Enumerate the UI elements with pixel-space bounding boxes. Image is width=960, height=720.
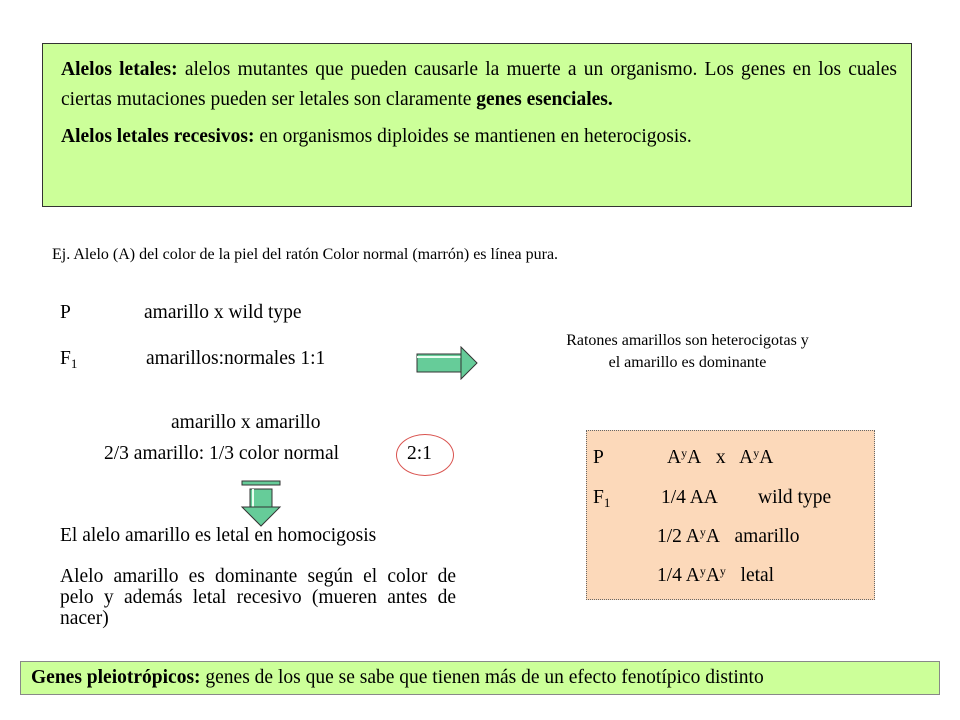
allele-a: A [705,565,720,586]
allele-y-sup: y [699,525,706,539]
f-subscript: 1 [70,356,78,371]
heterozygous-note [510,330,865,374]
allele-a: A [739,447,754,468]
allele-y-sup: y [719,564,726,578]
punnett-row2-phenotype: amarillo [734,526,800,547]
cross1-p-label: P [60,302,71,323]
example-text: Ej. Alelo (A) del color de la piel del ratón Color normal (marrón) es línea pura. [52,246,559,263]
allele-y-sup: y [681,446,688,460]
f-letter: F [60,348,71,369]
cross2-result: 2/3 amarillo: 1/3 color normal [104,443,340,464]
lethal-alleles-text: alelos mutantes que pueden causarle la muerte a un organismo. Los genes en los cuales ciertas mutaciones pueden ser letales son claramente [61,59,898,110]
ratio-highlight-circle [396,434,454,476]
cross2-ratio: 2:1 [407,443,432,464]
punnett-row2 [657,526,800,548]
note-line-2: el amarillo es dominante [608,354,767,371]
allele-a: A [687,447,702,468]
cross1-f1-label [60,348,77,370]
note-line-1: Ratones amarillos son heterocigotas y [566,332,809,349]
lethal-alleles-definition [61,55,897,115]
punnett-p-cross [667,447,773,469]
recessive-lethal-term: Alelos letales recesivos: [61,126,255,147]
cross1-f1-text: amarillos:normales 1:1 [146,348,326,369]
genotype-cross-box [586,430,875,600]
cross1-p-text: amarillo x wild type [144,302,302,323]
punnett-row1-phenotype: wild type [758,487,832,508]
punnett-row3-phenotype: letal [740,565,775,586]
allele-a: A [667,447,682,468]
pleiotropic-term: Genes pleiotrópicos: [31,667,201,688]
punnett-p-label: P [593,447,604,468]
punnett-row3-fraction: 1/4 A [657,565,700,586]
pleiotropic-text: genes de los que se sabe que tienen más de un efecto fenotípico distinto [200,667,764,688]
lethal-alleles-term: Alelos letales: [61,59,178,80]
f-letter: F [593,487,604,508]
pleiotropic-genes-box [20,661,940,695]
down-arrow-icon [240,480,282,528]
definitions-box [42,43,912,207]
allele-a: A [759,447,774,468]
conclusion-line-2: Alelo amarillo es dominante según el color de pelo y además letal recesivo (mueren antes de nacer) [60,566,456,629]
punnett-f1-label [593,487,610,509]
punnett-row3 [657,565,774,587]
punnett-row2-fraction: 1/2 A [657,526,700,547]
essential-genes-term: genes esenciales. [476,89,613,110]
cross-x: x [715,447,726,468]
right-arrow-icon [416,346,478,380]
allele-y-sup: y [753,446,760,460]
allele-y-sup: y [699,564,706,578]
recessive-lethal-text: en organismos diploides se mantienen en heterocigosis. [254,126,692,147]
punnett-row1-fraction: 1/4 AA [661,487,718,508]
conclusion-line-1: El alelo amarillo es letal en homocigosis [60,525,377,546]
f-subscript: 1 [603,495,611,510]
recessive-lethal-definition [61,122,897,152]
cross2-parents: amarillo x amarillo [171,412,321,433]
allele-a: A [705,526,720,547]
